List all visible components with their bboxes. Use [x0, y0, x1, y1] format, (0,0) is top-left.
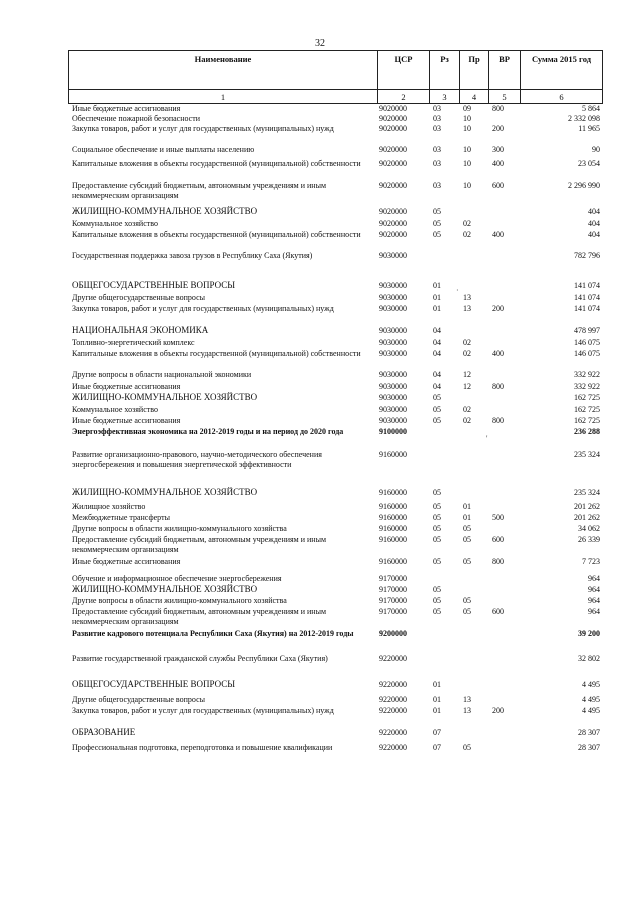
row-sum: 141 074 — [574, 281, 600, 290]
table-row — [68, 281, 602, 293]
row-csr: 9160000 — [379, 513, 407, 522]
table-row — [68, 326, 602, 338]
table-row — [68, 230, 602, 251]
row-pr — [459, 728, 488, 743]
row-sum: 236 288 — [574, 427, 600, 436]
row-pr — [459, 585, 488, 596]
row-vr: 600 — [492, 181, 504, 190]
row-pr — [459, 427, 488, 450]
row-name: Капитальные вложения в объекты государственной (муниципальной) собственности — [72, 230, 361, 239]
table-row — [68, 607, 602, 629]
row-csr: 9030000 — [379, 293, 407, 302]
table-row — [68, 349, 602, 370]
row-vr: 400 — [492, 159, 504, 168]
row-pr: 10 — [463, 124, 471, 133]
row-rz: 05 — [433, 557, 441, 566]
table-row — [68, 207, 602, 219]
header-sum: Сумма 2015 год — [521, 51, 603, 90]
row-sum: 2 296 990 — [568, 181, 600, 190]
row-pr — [459, 207, 488, 219]
row-rz: 05 — [433, 207, 441, 216]
row-csr: 9160000 — [379, 557, 407, 566]
row-vr — [488, 502, 520, 513]
row-name: Иные бюджетные ассигнования — [72, 416, 181, 425]
row-sum: 404 — [588, 230, 600, 239]
row-name: ЖИЛИЩНО-КОММУНАЛЬНОЕ ХОЗЯЙСТВО — [72, 584, 258, 594]
row-sum: 4 495 — [582, 695, 600, 704]
row-sum: 2 332 098 — [568, 114, 600, 123]
row-vr: 800 — [492, 382, 504, 391]
row-name: Иные бюджетные ассигнования — [72, 557, 181, 566]
row-pr: 13 — [463, 304, 471, 313]
row-rz: 05 — [433, 524, 441, 533]
row-name: Энергоэффективная экономика на 2012-2019 годы и на период до 2020 года — [72, 427, 344, 436]
row-rz: 04 — [433, 370, 441, 379]
header-col-number: 2 — [378, 90, 430, 104]
row-name: ЖИЛИЩНО-КОММУНАЛЬНОЕ ХОЗЯЙСТВО — [72, 392, 258, 402]
row-csr: 9030000 — [379, 338, 407, 347]
row-csr: 9030000 — [379, 349, 407, 358]
row-sum: 964 — [588, 585, 600, 594]
row-sum: 201 262 — [574, 502, 600, 511]
row-name: НАЦИОНАЛЬНАЯ ЭКОНОМИКА — [72, 325, 209, 335]
row-pr: 09 — [463, 104, 471, 113]
row-vr: 800 — [492, 416, 504, 425]
scan-mark: ' — [486, 434, 488, 443]
table-row — [68, 743, 602, 765]
row-name: Жилищное хозяйство — [72, 502, 146, 511]
row-name: Предоставление субсидий бюджетным, автономным учреждениям и иным некоммерческим организациям — [72, 607, 327, 626]
row-csr: 9020000 — [379, 181, 407, 190]
row-sum: 28 307 — [578, 743, 600, 752]
row-name: Обеспечение пожарной безопасности — [72, 114, 201, 123]
row-csr: 9200000 — [379, 629, 407, 638]
row-vr — [488, 293, 520, 304]
row-csr: 9020000 — [379, 230, 407, 239]
row-rz — [429, 629, 459, 654]
table-row — [68, 513, 602, 524]
row-name: ЖИЛИЩНО-КОММУНАЛЬНОЕ ХОЗЯЙСТВО — [72, 487, 258, 497]
row-name: Развитие государственной гражданской службы Республики Саха (Якутия) — [72, 654, 328, 663]
row-sum: 332 922 — [574, 370, 600, 379]
row-csr: 9160000 — [379, 535, 407, 544]
row-csr: 9160000 — [379, 502, 407, 511]
header-col-number: 5 — [489, 90, 521, 104]
row-name: Предоставление субсидий бюджетным, автономным учреждениям и иным некоммерческим организациям — [72, 535, 327, 554]
row-sum: 404 — [588, 219, 600, 228]
row-vr — [488, 427, 520, 450]
row-csr: 9220000 — [379, 680, 407, 689]
row-sum: 5 864 — [582, 104, 600, 113]
row-name: Обучение и информационное обеспечение энергосбережения — [72, 574, 282, 583]
row-sum: 964 — [588, 574, 600, 583]
row-rz: 05 — [433, 607, 441, 616]
row-name: Иные бюджетные ассигнования — [72, 104, 181, 113]
row-rz: 01 — [433, 706, 441, 715]
table-row — [68, 450, 602, 488]
row-pr: 01 — [463, 502, 471, 511]
row-vr: 600 — [492, 535, 504, 544]
table-header — [68, 50, 603, 104]
row-sum: 141 074 — [574, 293, 600, 302]
row-csr: 9020000 — [379, 207, 407, 216]
row-pr — [459, 488, 488, 502]
row-sum: 26 339 — [578, 535, 600, 544]
row-csr: 9220000 — [379, 706, 407, 715]
row-name: Межбюджетные трансферты — [72, 513, 170, 522]
row-pr — [459, 680, 488, 695]
table-row — [68, 293, 602, 304]
row-pr: 01 — [463, 513, 471, 522]
table-row — [68, 304, 602, 326]
row-pr: 05 — [463, 557, 471, 566]
row-name: Закупка товаров, работ и услуг для государственных (муниципальных) нужд — [72, 124, 334, 133]
row-rz — [429, 654, 459, 680]
row-sum: 162 725 — [574, 405, 600, 414]
row-csr: 9030000 — [379, 393, 407, 402]
row-name: Капитальные вложения в объекты государственной (муниципальной) собственности — [72, 349, 361, 358]
row-pr: 02 — [463, 338, 471, 347]
row-name: Другие общегосударственные вопросы — [72, 695, 206, 704]
row-sum: 235 324 — [574, 488, 600, 497]
row-sum: 964 — [588, 596, 600, 605]
row-pr: 12 — [463, 370, 471, 379]
row-sum: 478 997 — [574, 326, 600, 335]
row-pr: 13 — [463, 695, 471, 704]
row-vr — [488, 405, 520, 416]
row-pr: 10 — [463, 145, 471, 154]
table-row — [68, 159, 602, 181]
row-vr: 200 — [492, 304, 504, 313]
row-pr — [459, 629, 488, 654]
row-csr: 9160000 — [379, 450, 407, 459]
row-rz — [429, 450, 459, 488]
row-pr: 02 — [463, 219, 471, 228]
row-pr: 12 — [463, 382, 471, 391]
row-name: ЖИЛИЩНО-КОММУНАЛЬНОЕ ХОЗЯЙСТВО — [72, 206, 258, 216]
row-rz — [429, 574, 459, 585]
row-csr: 9160000 — [379, 524, 407, 533]
row-csr: 9220000 — [379, 728, 407, 737]
row-name: Капитальные вложения в объекты государственной (муниципальной) собственности — [72, 159, 361, 168]
row-vr: 800 — [492, 557, 504, 566]
row-pr: 02 — [463, 405, 471, 414]
row-name: Развитие кадрового потенциала Республики Саха (Якутия) на 2012-2019 годы — [72, 629, 354, 638]
row-vr — [488, 654, 520, 680]
row-name: Топливно-энергетический комплекс — [72, 338, 195, 347]
row-pr — [459, 654, 488, 680]
table-row — [68, 338, 602, 349]
row-vr — [488, 281, 520, 293]
row-rz: 05 — [433, 219, 441, 228]
row-name: Государственная поддержка завоза грузов в Республику Саха (Якутия) — [72, 251, 313, 260]
row-sum: 964 — [588, 607, 600, 616]
header-csr: ЦСР — [378, 51, 430, 90]
row-csr: 9020000 — [379, 145, 407, 154]
row-csr: 9170000 — [379, 607, 407, 616]
row-rz — [429, 427, 459, 450]
row-vr: 600 — [492, 607, 504, 616]
row-rz: 03 — [433, 124, 441, 133]
row-vr: 500 — [492, 513, 504, 522]
row-pr: 05 — [463, 743, 471, 752]
row-vr — [488, 488, 520, 502]
row-pr: 02 — [463, 416, 471, 425]
row-vr: 200 — [492, 706, 504, 715]
table-row — [68, 557, 602, 574]
row-vr — [488, 596, 520, 607]
budget-table — [68, 104, 602, 765]
table-row — [68, 524, 602, 535]
table-row — [68, 629, 602, 654]
row-rz: 07 — [433, 728, 441, 737]
row-sum: 146 075 — [574, 349, 600, 358]
row-name: Другие общегосударственные вопросы — [72, 293, 206, 302]
row-vr: 400 — [492, 230, 504, 239]
row-vr — [488, 524, 520, 535]
row-rz: 01 — [433, 680, 441, 689]
row-vr: 800 — [492, 104, 504, 113]
row-vr — [488, 219, 520, 230]
header-rz: Рз — [430, 51, 460, 90]
row-sum: 332 922 — [574, 382, 600, 391]
row-sum: 782 796 — [574, 251, 600, 260]
row-rz: 03 — [433, 145, 441, 154]
table-row — [68, 219, 602, 230]
table-row — [68, 114, 602, 124]
row-rz: 05 — [433, 535, 441, 544]
row-csr: 9030000 — [379, 370, 407, 379]
table-row — [68, 585, 602, 596]
row-vr — [488, 450, 520, 488]
row-vr — [488, 338, 520, 349]
row-rz: 04 — [433, 326, 441, 335]
row-vr — [488, 207, 520, 219]
row-sum: 146 075 — [574, 338, 600, 347]
row-sum: 201 262 — [574, 513, 600, 522]
header-col-number: 1 — [69, 90, 378, 104]
header-col-number: 6 — [521, 90, 603, 104]
row-name: ОБЩЕГОСУДАРСТВЕННЫЕ ВОПРОСЫ — [72, 280, 236, 290]
row-pr: 13 — [463, 293, 471, 302]
row-csr: 9170000 — [379, 596, 407, 605]
row-sum: 162 725 — [574, 393, 600, 402]
table-row — [68, 416, 602, 427]
row-name: Развитие организационно-правового, научно-методического обеспечения энергосбережения и повышения энергетической эффективности — [72, 450, 322, 469]
row-rz: 04 — [433, 338, 441, 347]
row-csr: 9160000 — [379, 488, 407, 497]
table-row — [68, 654, 602, 680]
row-rz: 05 — [433, 488, 441, 497]
row-rz: 03 — [433, 114, 441, 123]
row-pr — [459, 251, 488, 281]
row-name: Предоставление субсидий бюджетным, автономным учреждениям и иным некоммерческим организациям — [72, 181, 327, 200]
row-csr: 9030000 — [379, 382, 407, 391]
row-name: Коммунальное хозяйство — [72, 219, 158, 228]
row-sum: 4 495 — [582, 706, 600, 715]
table-row — [68, 706, 602, 728]
row-sum: 141 074 — [574, 304, 600, 313]
row-rz: 03 — [433, 159, 441, 168]
row-csr: 9030000 — [379, 416, 407, 425]
row-pr: 05 — [463, 524, 471, 533]
table-row — [68, 535, 602, 557]
row-csr: 9030000 — [379, 304, 407, 313]
row-csr: 9030000 — [379, 281, 407, 290]
row-vr — [488, 393, 520, 405]
row-rz: 05 — [433, 416, 441, 425]
row-sum: 4 495 — [582, 680, 600, 689]
table-row — [68, 488, 602, 502]
page-number: 32 — [315, 38, 325, 49]
row-pr: 05 — [463, 607, 471, 616]
row-rz: 05 — [433, 393, 441, 402]
row-vr — [488, 728, 520, 743]
header-col-number: 4 — [460, 90, 489, 104]
header-vr: ВР — [489, 51, 521, 90]
table-row — [68, 370, 602, 382]
row-pr — [459, 281, 488, 293]
row-rz: 05 — [433, 513, 441, 522]
row-rz: 01 — [433, 304, 441, 313]
row-name: Коммунальное хозяйство — [72, 405, 158, 414]
row-vr — [488, 370, 520, 382]
row-csr: 9170000 — [379, 585, 407, 594]
row-rz: 03 — [433, 181, 441, 190]
row-vr — [488, 326, 520, 338]
row-rz: 05 — [433, 230, 441, 239]
row-name: Профессиональная подготовка, переподготовка и повышение квалификации — [72, 743, 333, 752]
scan-mark: · — [456, 286, 459, 295]
table-row — [68, 145, 602, 159]
header-name: Наименование — [69, 51, 378, 90]
row-csr: 9030000 — [379, 405, 407, 414]
row-csr: 9030000 — [379, 326, 407, 335]
row-sum: 11 965 — [578, 124, 600, 133]
row-vr — [488, 251, 520, 281]
table-row — [68, 405, 602, 416]
row-name: Другие вопросы в области жилищно-коммунального хозяйства — [72, 596, 287, 605]
row-name: ОБРАЗОВАНИЕ — [72, 727, 136, 737]
row-vr: 200 — [492, 124, 504, 133]
header-pr: Пр — [460, 51, 489, 90]
table-row — [68, 596, 602, 607]
row-csr: 9030000 — [379, 251, 407, 260]
row-csr: 9020000 — [379, 114, 407, 123]
row-pr: 10 — [463, 181, 471, 190]
row-csr: 9100000 — [379, 427, 407, 436]
row-pr — [459, 450, 488, 488]
row-rz: 05 — [433, 502, 441, 511]
row-name: ОБЩЕГОСУДАРСТВЕННЫЕ ВОПРОСЫ — [72, 679, 236, 689]
table-row — [68, 502, 602, 513]
row-rz: 04 — [433, 382, 441, 391]
row-rz — [429, 251, 459, 281]
row-csr: 9220000 — [379, 743, 407, 752]
row-pr: 05 — [463, 535, 471, 544]
row-rz: 05 — [433, 596, 441, 605]
table-row — [68, 695, 602, 706]
row-name: Закупка товаров, работ и услуг для государственных (муниципальных) нужд — [72, 706, 334, 715]
row-sum: 32 802 — [578, 654, 600, 663]
row-vr: 300 — [492, 145, 504, 154]
row-pr: 10 — [463, 159, 471, 168]
row-csr: 9170000 — [379, 574, 407, 583]
row-rz: 03 — [433, 104, 441, 113]
row-csr: 9020000 — [379, 159, 407, 168]
row-csr: 9020000 — [379, 104, 407, 113]
row-sum: 7 723 — [582, 557, 600, 566]
row-sum: 90 — [592, 145, 600, 154]
row-pr — [459, 393, 488, 405]
row-vr — [488, 585, 520, 596]
header-col-number: 3 — [430, 90, 460, 104]
row-sum: 39 200 — [578, 629, 600, 638]
row-name: Закупка товаров, работ и услуг для государственных (муниципальных) нужд — [72, 304, 334, 313]
row-pr — [459, 574, 488, 585]
table-row — [68, 427, 602, 450]
row-csr: 9020000 — [379, 219, 407, 228]
row-pr: 05 — [463, 596, 471, 605]
table-row — [68, 104, 602, 114]
row-rz: 05 — [433, 585, 441, 594]
row-sum: 28 307 — [578, 728, 600, 737]
row-vr — [488, 629, 520, 654]
row-pr — [459, 326, 488, 338]
table-row — [68, 181, 602, 207]
row-rz: 01 — [433, 695, 441, 704]
row-csr: 9020000 — [379, 124, 407, 133]
row-rz: 01 — [433, 281, 441, 290]
row-pr: 02 — [463, 349, 471, 358]
row-vr — [488, 574, 520, 585]
row-rz: 05 — [433, 405, 441, 414]
row-sum: 23 054 — [578, 159, 600, 168]
table-row — [68, 393, 602, 405]
row-pr: 02 — [463, 230, 471, 239]
row-vr — [488, 680, 520, 695]
row-vr — [488, 695, 520, 706]
row-rz: 01 — [433, 293, 441, 302]
row-name: Другие вопросы в области национальной экономики — [72, 370, 252, 379]
row-pr: 10 — [463, 114, 471, 123]
row-csr: 9220000 — [379, 695, 407, 704]
row-sum: 162 725 — [574, 416, 600, 425]
row-rz: 07 — [433, 743, 441, 752]
row-sum: 404 — [588, 207, 600, 216]
row-csr: 9220000 — [379, 654, 407, 663]
row-sum: 235 324 — [574, 450, 600, 459]
row-vr — [488, 114, 520, 124]
row-name: Другие вопросы в области жилищно-коммунального хозяйства — [72, 524, 287, 533]
row-vr — [488, 743, 520, 765]
row-sum: 34 062 — [578, 524, 600, 533]
table-row — [68, 124, 602, 145]
row-name: Социальное обеспечение и иные выплаты населению — [72, 145, 255, 154]
row-name: Иные бюджетные ассигнования — [72, 382, 181, 391]
table-row — [68, 680, 602, 695]
table-row — [68, 251, 602, 281]
row-pr: 13 — [463, 706, 471, 715]
row-rz: 04 — [433, 349, 441, 358]
table-row — [68, 728, 602, 743]
row-vr: 400 — [492, 349, 504, 358]
